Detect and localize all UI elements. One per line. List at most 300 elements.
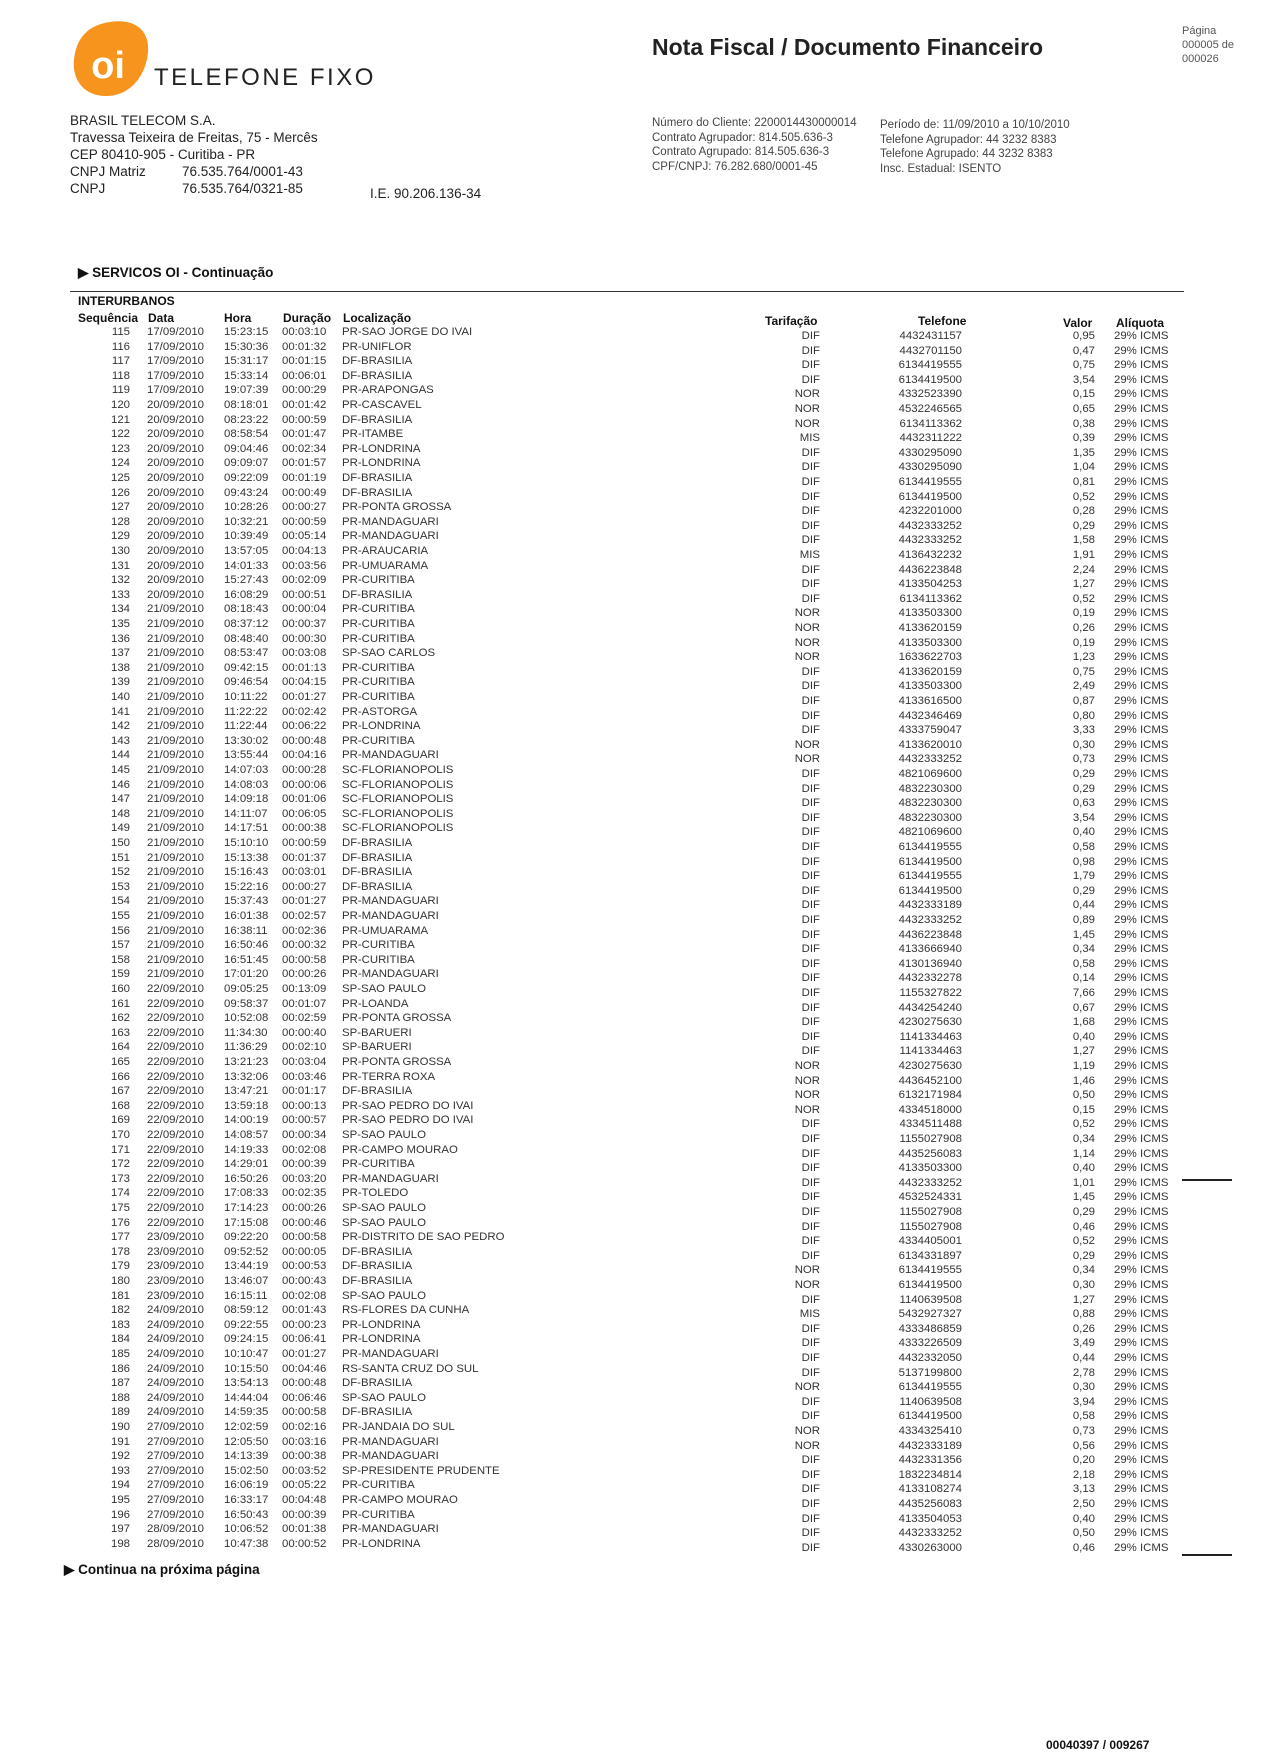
cell-sequencia: 130 [110, 545, 130, 557]
cell-aliquota: 29% ICMS [1114, 738, 1169, 751]
cell-aliquota: 29% ICMS [1114, 1366, 1169, 1379]
cell-hora: 08:18:01 [224, 399, 269, 411]
cell-valor: 1,27 [1072, 1045, 1095, 1058]
cell-hora: 10:32:21 [224, 515, 269, 528]
cell-tarifacao: NOR [794, 636, 820, 649]
cell-tarifacao: DIF [801, 490, 820, 503]
table-row [0, 501, 1264, 516]
table-row [0, 939, 1264, 954]
cell-tarifacao: DIF [801, 782, 820, 795]
cell-sequencia: 149 [110, 822, 130, 835]
cell-localizacao: PR-CURITIBA [342, 574, 415, 587]
cell-localizacao: DF-BRASILIA [342, 1377, 413, 1390]
table-row [0, 472, 1264, 487]
cell-valor: 0,28 [1072, 505, 1095, 518]
cell-localizacao: PR-ITAMBE [342, 428, 404, 441]
cell-data: 28/09/2010 [147, 1523, 205, 1536]
cell-data: 21/09/2010 [147, 807, 205, 820]
cell-valor: 0,34 [1072, 943, 1095, 956]
cnpj-label: CNPJ [70, 181, 106, 196]
cell-aliquota: 29% ICMS [1114, 1498, 1169, 1510]
cell-data: 20/09/2010 [147, 413, 205, 426]
cell-tarifacao: DIF [801, 1527, 820, 1540]
cell-tarifacao: DIF [801, 1176, 820, 1189]
cell-aliquota: 29% ICMS [1114, 1541, 1169, 1554]
cell-sequencia: 121 [110, 413, 130, 426]
cell-localizacao: PR-CASCAVEL [342, 399, 422, 411]
table-row [0, 326, 1264, 341]
cell-data: 21/09/2010 [147, 676, 205, 689]
cell-duracao: 00:01:07 [282, 997, 327, 1010]
cell-localizacao: PR-CURITIBA [342, 632, 415, 645]
cell-telefone: 4832230300 [898, 797, 962, 810]
cell-duracao: 00:02:35 [282, 1187, 327, 1200]
cell-aliquota: 29% ICMS [1114, 957, 1169, 970]
table-row [0, 998, 1264, 1013]
cell-localizacao: PR-PONTA GROSSA [342, 1012, 452, 1025]
cell-data: 21/09/2010 [147, 720, 205, 733]
cell-data: 21/09/2010 [147, 837, 205, 849]
cell-telefone: 4333226509 [898, 1337, 962, 1350]
table-row [0, 370, 1264, 385]
cell-sequencia: 182 [110, 1304, 130, 1317]
cell-duracao: 00:00:48 [282, 734, 327, 747]
cell-duracao: 00:01:38 [282, 1523, 327, 1536]
cell-telefone: 4434254240 [898, 1001, 962, 1014]
cell-tarifacao: DIF [801, 987, 820, 999]
cell-valor: 0,29 [1072, 519, 1095, 532]
cell-valor: 0,75 [1072, 665, 1095, 678]
cell-data: 24/09/2010 [147, 1348, 205, 1360]
cell-duracao: 00:00:23 [282, 1318, 327, 1331]
cell-valor: 0,26 [1072, 1322, 1095, 1335]
cell-valor: 0,87 [1072, 695, 1095, 707]
cell-hora: 10:11:22 [224, 691, 268, 703]
cell-tarifacao: NOR [794, 1060, 820, 1072]
cell-tarifacao: DIF [801, 534, 820, 547]
table-row [0, 428, 1264, 443]
table-row [0, 676, 1264, 691]
cell-aliquota: 29% ICMS [1114, 563, 1169, 576]
cell-duracao: 00:02:09 [282, 574, 327, 587]
cell-tarifacao: DIF [801, 476, 820, 488]
cell-localizacao: PR-MANDAGUARI [342, 968, 439, 981]
cell-localizacao: DF-BRASILIA [342, 369, 413, 382]
cell-data: 20/09/2010 [147, 428, 205, 441]
cell-hora: 09:05:25 [224, 983, 269, 995]
cell-telefone: 4432333252 [898, 914, 962, 926]
contract-agrupador: Contrato Agrupador: 814.505.636-3 [652, 131, 833, 144]
cell-valor: 0,29 [1072, 1206, 1095, 1218]
cell-localizacao: PR-ARAPONGAS [342, 384, 434, 397]
cell-valor: 0,30 [1072, 1279, 1095, 1291]
cell-hora: 15:31:17 [224, 355, 269, 368]
cell-duracao: 00:04:48 [282, 1494, 327, 1506]
table-row [0, 1304, 1264, 1319]
client-number: Número do Cliente: 2200014430000014 [652, 117, 857, 129]
cell-localizacao: PR-UMUARAMA [342, 559, 429, 572]
cell-localizacao: PR-CURITIBA [342, 603, 415, 616]
cell-valor: 0,29 [1072, 1249, 1095, 1262]
table-row [0, 1027, 1264, 1042]
cell-valor: 0,30 [1072, 1381, 1095, 1394]
cell-data: 22/09/2010 [147, 1099, 205, 1112]
cell-hora: 16:50:26 [224, 1172, 269, 1185]
cell-localizacao: PR-CURITIBA [342, 953, 415, 966]
cell-data: 24/09/2010 [147, 1362, 205, 1375]
cell-sequencia: 186 [110, 1362, 130, 1375]
table-row [0, 793, 1264, 808]
cell-data: 24/09/2010 [147, 1406, 205, 1419]
cell-telefone: 4532246565 [898, 403, 962, 415]
cell-valor: 0,29 [1072, 884, 1095, 897]
table-row [0, 1319, 1264, 1334]
cell-duracao: 00:00:32 [282, 939, 327, 952]
cell-telefone: 1832234814 [898, 1468, 962, 1481]
cell-data: 22/09/2010 [147, 1143, 205, 1156]
cell-data: 21/09/2010 [147, 647, 205, 660]
cell-duracao: 00:01:32 [282, 340, 327, 353]
cell-valor: 1,14 [1072, 1147, 1095, 1160]
cell-telefone: 4432332278 [898, 972, 962, 985]
cell-localizacao: PR-LONDRINA [342, 1333, 421, 1346]
cell-tarifacao: MIS [799, 432, 820, 445]
oi-logo [68, 18, 152, 100]
table-row [0, 414, 1264, 429]
cell-sequencia: 181 [110, 1289, 130, 1302]
cell-sequencia: 116 [111, 340, 130, 353]
cell-valor: 2,24 [1072, 563, 1095, 576]
cell-duracao: 00:00:58 [282, 1231, 327, 1244]
cell-telefone: 4432332050 [898, 1352, 962, 1364]
cell-hora: 14:08:03 [224, 778, 269, 791]
cell-valor: 0,19 [1072, 636, 1095, 649]
cell-telefone: 5137199800 [898, 1366, 962, 1379]
cell-aliquota: 29% ICMS [1114, 1206, 1169, 1218]
table-row [0, 808, 1264, 823]
cell-hora: 12:05:50 [224, 1435, 269, 1448]
cell-hora: 10:15:50 [224, 1362, 269, 1375]
cell-localizacao: PR-CURITIBA [342, 676, 415, 689]
cell-hora: 10:28:26 [224, 501, 269, 514]
table-row [0, 749, 1264, 764]
cell-valor: 0,52 [1072, 1118, 1095, 1131]
cell-aliquota: 29% ICMS [1114, 373, 1169, 386]
cell-sequencia: 142 [110, 720, 130, 733]
phone-agrupador: Telefone Agrupador: 44 3232 8383 [880, 133, 1057, 146]
cell-hora: 09:22:09 [224, 472, 269, 484]
cell-localizacao: PR-LONDRINA [342, 457, 421, 470]
cell-hora: 15:23:15 [224, 326, 269, 338]
cell-hora: 09:46:54 [224, 676, 269, 689]
cell-data: 21/09/2010 [147, 939, 205, 952]
cell-localizacao: SP-BARUERI [342, 1041, 412, 1054]
cell-valor: 0,67 [1072, 1001, 1095, 1014]
table-row [0, 1129, 1264, 1144]
cell-duracao: 00:01:13 [282, 661, 327, 674]
table-row [0, 384, 1264, 399]
table-row [0, 1100, 1264, 1115]
cell-telefone: 4330295090 [898, 461, 962, 474]
table-row [0, 1260, 1264, 1275]
cell-duracao: 00:00:28 [282, 764, 327, 776]
cell-telefone: 4330295090 [898, 446, 962, 459]
cell-valor: 0,44 [1072, 1352, 1095, 1364]
company-address-line2: CEP 80410-905 - Curitiba - PR [70, 147, 256, 162]
cell-hora: 09:52:52 [224, 1245, 269, 1258]
cell-data: 22/09/2010 [147, 1158, 205, 1171]
cell-telefone: 1155027908 [899, 1133, 962, 1145]
cell-localizacao: PR-MANDAGUARI [342, 895, 439, 908]
cell-tarifacao: DIF [801, 724, 820, 737]
cell-telefone: 4133616500 [898, 695, 962, 707]
cell-duracao: 00:01:17 [282, 1085, 327, 1098]
cell-aliquota: 29% ICMS [1114, 1425, 1169, 1437]
cell-tarifacao: DIF [801, 957, 820, 970]
cell-hora: 11:36:29 [224, 1041, 268, 1054]
cell-localizacao: DF-BRASILIA [342, 472, 413, 484]
cell-sequencia: 147 [110, 793, 130, 806]
cell-data: 27/09/2010 [147, 1421, 205, 1433]
cell-telefone: 6134113362 [899, 417, 962, 430]
cell-hora: 16:01:38 [224, 910, 269, 922]
cell-valor: 1,91 [1072, 549, 1095, 561]
cell-tarifacao: DIF [801, 592, 820, 605]
cell-duracao: 00:06:05 [282, 807, 327, 820]
table-row [0, 720, 1264, 735]
cell-data: 17/09/2010 [147, 369, 205, 382]
cell-telefone: 1140639508 [899, 1293, 962, 1306]
cell-sequencia: 148 [110, 807, 130, 820]
cell-hora: 10:39:49 [224, 530, 269, 543]
cell-duracao: 00:00:38 [282, 822, 327, 835]
cell-duracao: 00:00:05 [282, 1245, 327, 1258]
cell-aliquota: 29% ICMS [1114, 1060, 1169, 1072]
cell-telefone: 6134419500 [898, 884, 962, 897]
cell-telefone: 6132171984 [898, 1089, 962, 1102]
cell-duracao: 00:00:51 [282, 588, 327, 601]
cell-sequencia: 133 [110, 588, 130, 601]
cell-hora: 14:59:35 [224, 1406, 269, 1419]
cell-telefone: 6134419555 [898, 841, 962, 853]
cell-valor: 2,49 [1072, 680, 1095, 693]
cell-telefone: 4232201000 [898, 505, 962, 518]
page-number: 000005 de [1182, 39, 1234, 51]
company-cnpj-matriz [70, 163, 318, 180]
cell-localizacao: DF-BRASILIA [342, 837, 413, 849]
cell-telefone: 4133503300 [898, 636, 962, 649]
cell-telefone: 4432333252 [898, 1527, 962, 1540]
cell-data: 21/09/2010 [147, 910, 205, 922]
cell-hora: 15:30:36 [224, 340, 269, 353]
cell-localizacao: PR-MANDAGUARI [342, 1450, 439, 1463]
cell-tarifacao: DIF [801, 1293, 820, 1306]
cell-telefone: 6134419555 [898, 359, 962, 372]
cell-hora: 15:10:10 [224, 837, 269, 849]
cell-telefone: 4133620159 [898, 665, 962, 678]
cell-tarifacao: DIF [801, 344, 820, 357]
cell-telefone: 4334511488 [899, 1118, 962, 1131]
cell-aliquota: 29% ICMS [1114, 695, 1169, 707]
cell-aliquota: 29% ICMS [1114, 1279, 1169, 1291]
cell-duracao: 00:05:14 [282, 530, 327, 543]
cell-tarifacao: NOR [794, 1264, 820, 1277]
cell-aliquota: 29% ICMS [1114, 446, 1169, 459]
cell-tarifacao: DIF [801, 1249, 820, 1262]
cell-hora: 09:43:24 [224, 486, 269, 499]
cell-telefone: 4432431157 [899, 330, 962, 342]
cell-sequencia: 183 [110, 1318, 130, 1331]
cell-duracao: 00:00:58 [282, 953, 327, 966]
cell-data: 22/09/2010 [147, 1202, 205, 1214]
cell-hora: 10:10:47 [224, 1348, 269, 1360]
cell-data: 27/09/2010 [147, 1464, 205, 1477]
cell-data: 23/09/2010 [147, 1275, 205, 1287]
cell-telefone: 5432927327 [898, 1308, 962, 1321]
table-row [0, 647, 1264, 662]
cell-aliquota: 29% ICMS [1114, 1468, 1169, 1481]
cell-duracao: 00:00:52 [282, 1537, 327, 1550]
cell-sequencia: 187 [110, 1377, 130, 1390]
cell-aliquota: 29% ICMS [1114, 490, 1169, 503]
cell-duracao: 00:04:15 [282, 676, 327, 689]
cell-duracao: 00:02:16 [282, 1421, 327, 1433]
cell-duracao: 00:00:13 [282, 1099, 327, 1112]
cell-valor: 0,80 [1072, 709, 1095, 722]
cell-hora: 16:38:11 [224, 924, 268, 937]
cell-valor: 0,73 [1072, 1425, 1095, 1437]
cell-telefone: 4230275630 [898, 1060, 962, 1072]
cell-telefone: 4435256083 [898, 1498, 962, 1510]
cell-sequencia: 190 [110, 1421, 130, 1433]
cell-tarifacao: DIF [801, 811, 820, 824]
cell-tarifacao: NOR [794, 403, 820, 415]
cell-tarifacao: NOR [794, 1103, 820, 1116]
cell-tarifacao: DIF [801, 578, 820, 591]
cell-sequencia: 117 [111, 355, 130, 368]
cell-aliquota: 29% ICMS [1114, 1045, 1169, 1058]
cell-aliquota: 29% ICMS [1114, 899, 1169, 912]
cell-duracao: 00:01:27 [282, 1348, 327, 1360]
cell-data: 21/09/2010 [147, 822, 205, 835]
cell-localizacao: SP-SAO PAULO [342, 1202, 426, 1214]
cell-tarifacao: DIF [801, 928, 820, 941]
table-row [0, 1275, 1264, 1290]
cell-tarifacao: DIF [801, 1366, 820, 1379]
cell-valor: 2,78 [1072, 1366, 1095, 1379]
cell-duracao: 00:00:27 [282, 880, 327, 893]
cell-data: 28/09/2010 [147, 1537, 205, 1550]
cell-tarifacao: MIS [799, 549, 820, 561]
table-row [0, 1377, 1264, 1392]
cell-data: 22/09/2010 [147, 1026, 205, 1039]
cell-hora: 08:48:40 [224, 632, 269, 645]
cell-telefone: 4436223848 [898, 928, 962, 941]
cell-tarifacao: DIF [801, 768, 820, 780]
table-row [0, 603, 1264, 618]
cell-localizacao: PR-MANDAGUARI [342, 1523, 439, 1536]
cell-aliquota: 29% ICMS [1114, 943, 1169, 956]
cell-valor: 1,35 [1072, 446, 1095, 459]
cell-tarifacao: DIF [801, 1322, 820, 1335]
cell-valor: 0,14 [1072, 972, 1095, 985]
cell-localizacao: PR-CURITIBA [342, 661, 415, 674]
cell-data: 22/09/2010 [147, 1070, 205, 1083]
cell-valor: 1,46 [1072, 1074, 1095, 1087]
cell-hora: 14:00:19 [224, 1114, 269, 1127]
cell-localizacao: DF-BRASILIA [342, 1406, 413, 1419]
cell-localizacao: PR-MANDAGUARI [342, 530, 439, 543]
cell-valor: 0,58 [1072, 1410, 1095, 1423]
cell-sequencia: 145 [110, 764, 130, 776]
cell-telefone: 6134419555 [898, 1381, 962, 1394]
cell-tarifacao: DIF [801, 1191, 820, 1204]
cell-valor: 0,47 [1072, 344, 1095, 357]
cell-hora: 09:09:07 [224, 457, 269, 470]
cell-duracao: 00:02:08 [282, 1143, 327, 1156]
cell-localizacao: DF-BRASILIA [342, 413, 413, 426]
cell-hora: 16:33:17 [224, 1494, 269, 1506]
cnpj-value: 76.535.764/0321-85 [182, 181, 303, 196]
margin-mark [1182, 1554, 1232, 1556]
cell-duracao: 00:00:34 [282, 1129, 327, 1141]
cell-aliquota: 29% ICMS [1114, 1133, 1169, 1145]
cell-sequencia: 161 [110, 997, 130, 1010]
cell-telefone: 4435256083 [898, 1147, 962, 1160]
table-row [0, 1071, 1264, 1086]
cell-duracao: 00:00:53 [282, 1260, 327, 1273]
cell-aliquota: 29% ICMS [1114, 1220, 1169, 1233]
cell-localizacao: SC-FLORIANOPOLIS [342, 778, 454, 791]
footer-code: 00040397 / 009267 [1046, 1738, 1150, 1752]
cell-duracao: 00:00:40 [282, 1026, 327, 1039]
cell-aliquota: 29% ICMS [1114, 1074, 1169, 1087]
cell-telefone: 4133503300 [898, 680, 962, 693]
cell-hora: 15:22:16 [224, 880, 269, 893]
cell-telefone: 4432333252 [898, 534, 962, 547]
cell-data: 22/09/2010 [147, 1216, 205, 1229]
cell-data: 21/09/2010 [147, 749, 205, 762]
cell-valor: 0,50 [1072, 1527, 1095, 1540]
cell-tarifacao: DIF [801, 1162, 820, 1175]
cell-tarifacao: DIF [801, 446, 820, 459]
cell-tarifacao: DIF [801, 1001, 820, 1014]
cell-localizacao: SC-FLORIANOPOLIS [342, 807, 454, 820]
cell-valor: 0,19 [1072, 607, 1095, 620]
cell-duracao: 00:03:01 [282, 866, 327, 879]
cell-localizacao: PR-CURITIBA [342, 1479, 415, 1492]
cell-data: 24/09/2010 [147, 1304, 205, 1317]
cell-aliquota: 29% ICMS [1114, 1395, 1169, 1408]
col-header-sequencia: Sequência [78, 311, 139, 325]
cell-hora: 14:07:03 [224, 764, 269, 776]
cell-sequencia: 193 [110, 1464, 130, 1477]
cell-hora: 10:47:38 [224, 1537, 269, 1550]
cell-data: 24/09/2010 [147, 1333, 205, 1346]
table-row [0, 1494, 1264, 1509]
cell-valor: 0,58 [1072, 841, 1095, 853]
cell-aliquota: 29% ICMS [1114, 826, 1169, 839]
cell-localizacao: DF-BRASILIA [342, 880, 413, 893]
company-name: BRASIL TELECOM S.A. [70, 113, 216, 128]
cell-duracao: 00:00:30 [282, 632, 327, 645]
table-row [0, 633, 1264, 648]
subsection-title: INTERURBANOS [78, 294, 175, 308]
cell-telefone: 4432311222 [899, 432, 962, 445]
cell-aliquota: 29% ICMS [1114, 870, 1169, 883]
client-state-registration: Insc. Estadual: ISENTO [880, 162, 1002, 175]
svg-text:oi: oi [91, 45, 125, 87]
